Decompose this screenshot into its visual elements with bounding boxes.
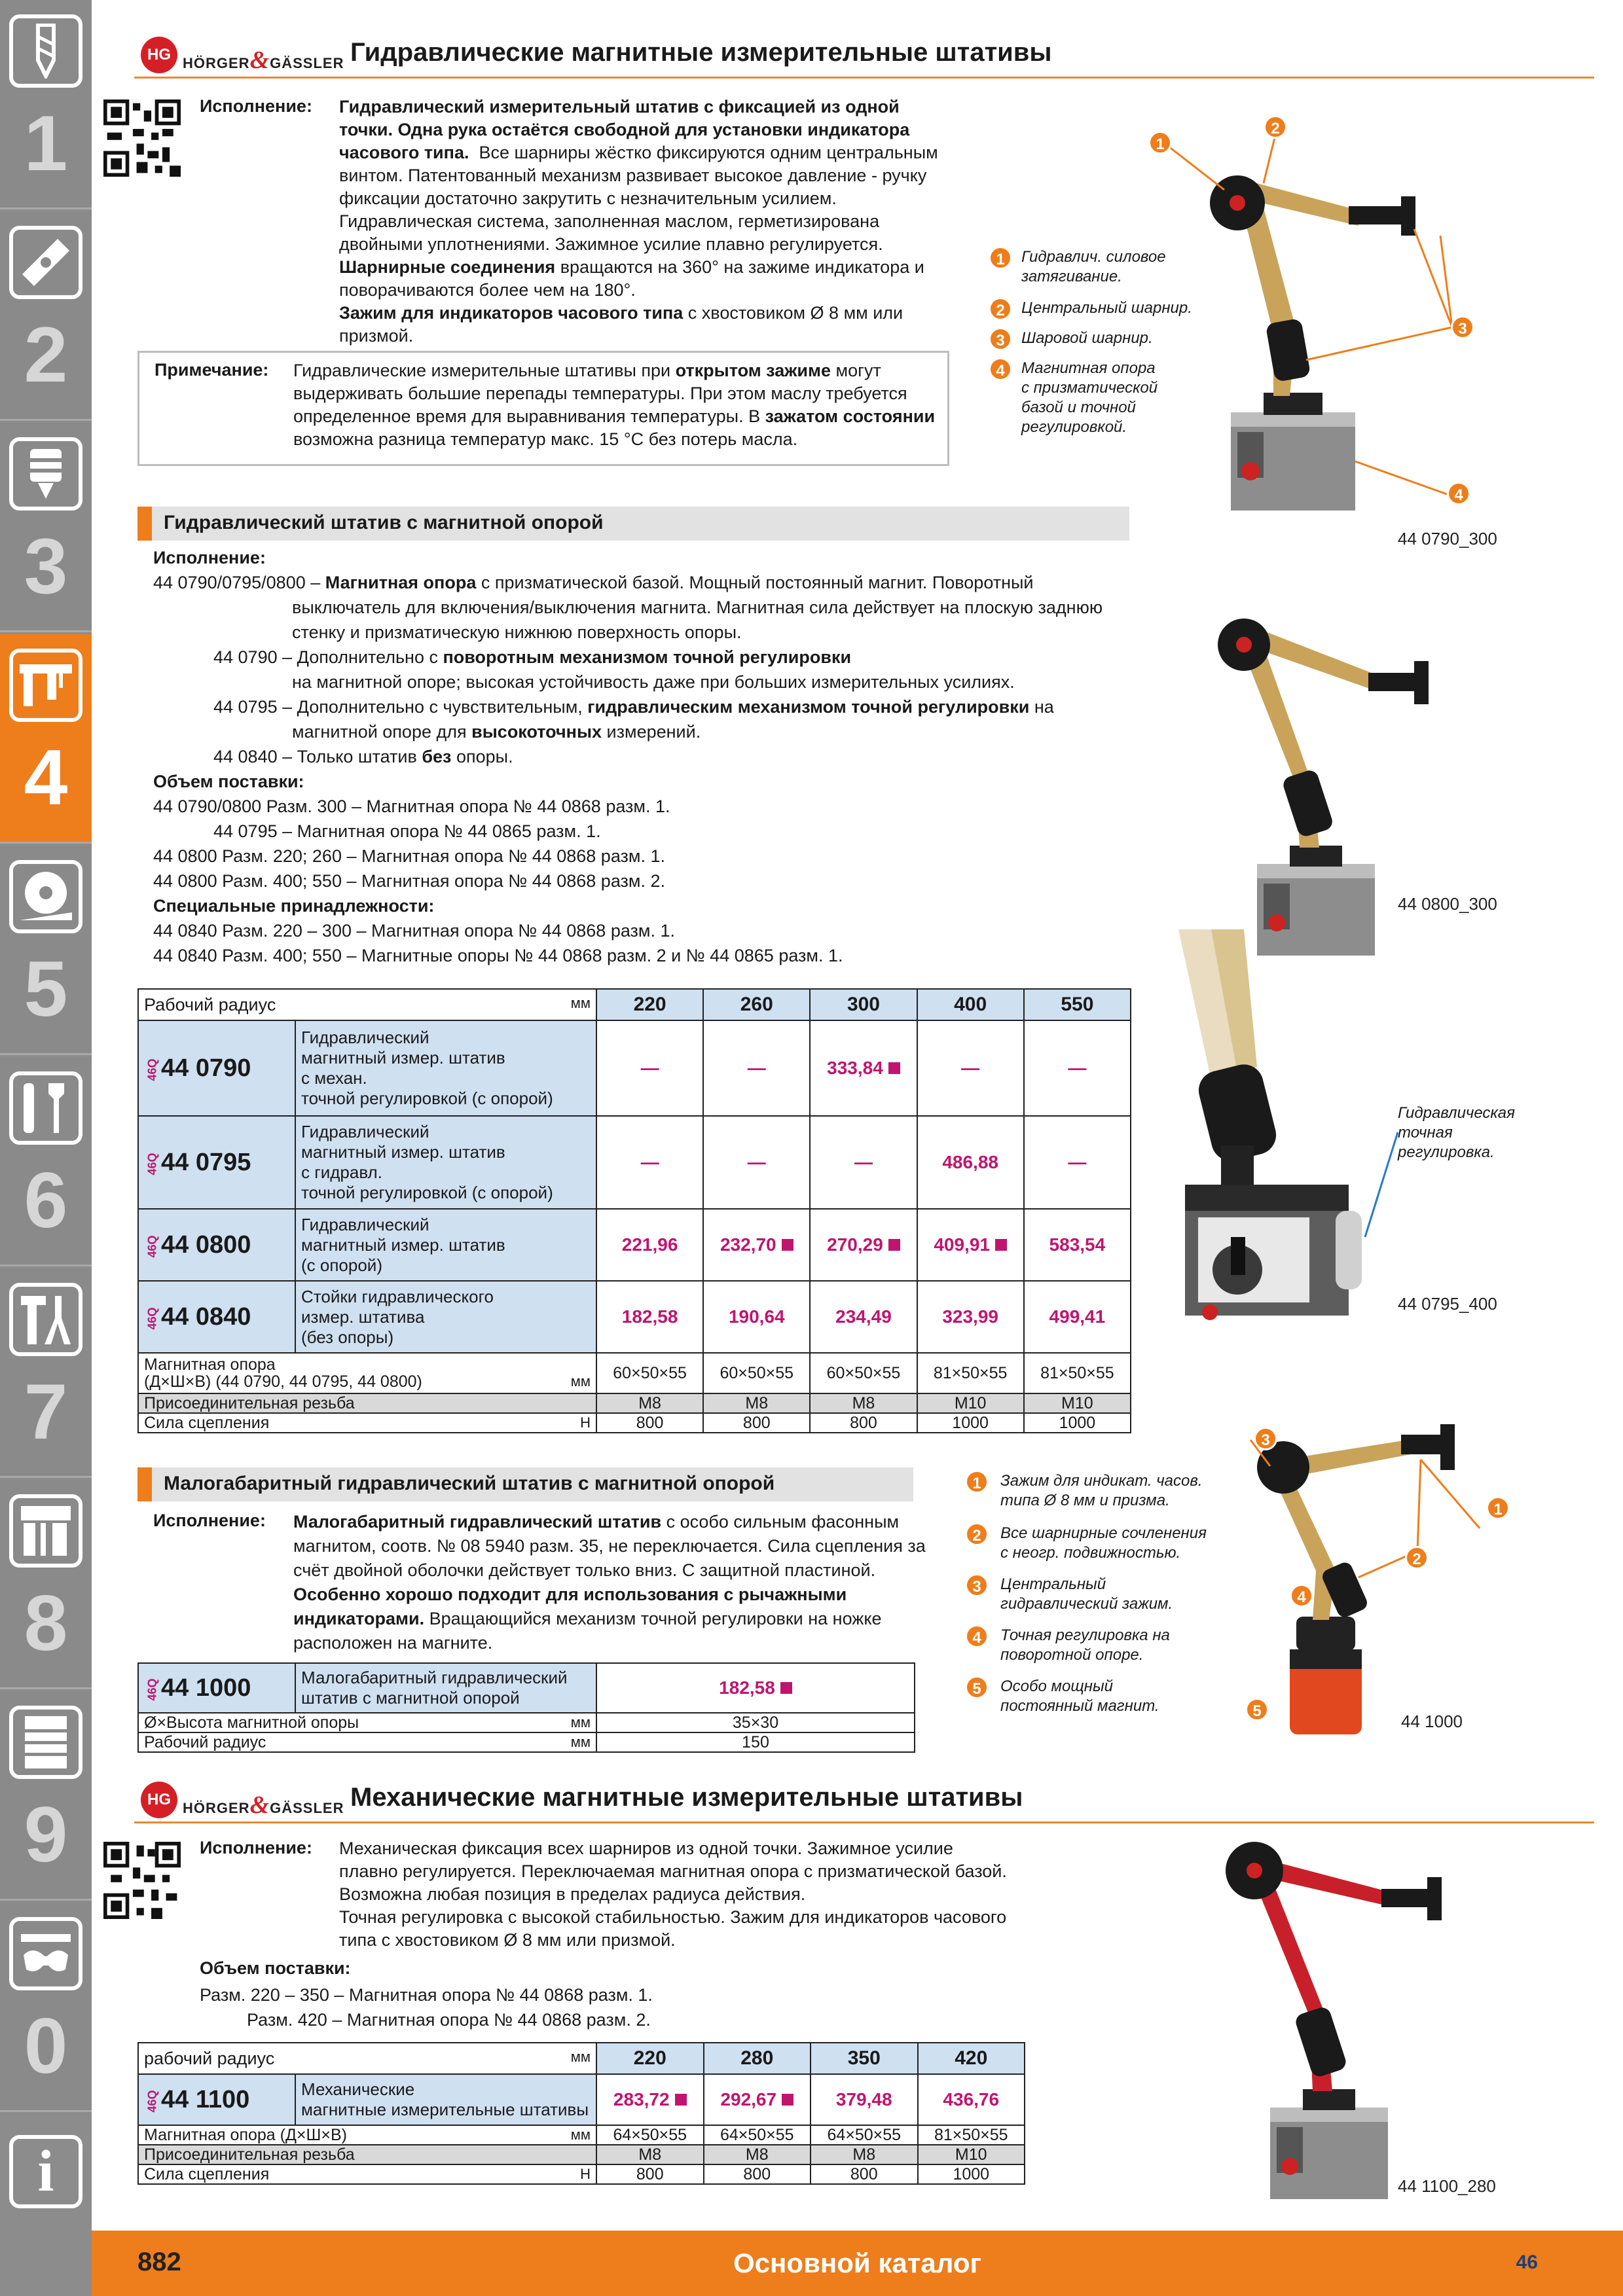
callout-badge: 5 [965, 1676, 989, 1699]
legend-item: Особо мощный постоянный магнит. [1000, 1677, 1159, 1715]
spec-row: Магнитная опора (Д×Ш×В) (44 0790, 44 0795, 44 0800) мм 60×50×55 60×50×55 60×50×55 81×50×55 81×50×55 [138, 1353, 1131, 1393]
section3-text: Малогабаритный гидравлический штатив с особо сильным фасонным магнитом, соотв. № 08 5940 разм. 35, не переключается. Сила сцепления за счёт двойной оболочки действует только вниз. С защитной пластиной. Особенно хорошо подходит для использования с рычажными индикаторами. Вращающийся механизм точной регулировки на ножке расположен на магните. [293, 1512, 926, 1653]
note-text: Гидравлические измерительные штативы при открытом зажиме могут выдерживать большие перепады температуры. При этом маслу требуется определенное время для выравнивания температуры. В зажатом состоянии возможна разница температур макс. 15 °C без потерь масла. [293, 361, 936, 449]
chapter-tab-7[interactable] [0, 1268, 92, 1478]
product-photo-441100 [1192, 1820, 1493, 2212]
chapter-tab-0[interactable] [0, 1903, 92, 2112]
product-photo-441000 [1231, 1420, 1519, 1761]
product-photo-440790 [1139, 105, 1506, 537]
legend-item: Точная регулировка на поворотной опоре. [1000, 1626, 1170, 1664]
spec-row: Присоединительная резьба M8 M8 M8 M10 M10 [138, 1393, 1131, 1413]
edition-number: 46 [1516, 2251, 1538, 2273]
chapter-tab-8[interactable] [0, 1480, 92, 1689]
section-header-hydraulic [134, 33, 1594, 79]
callout-badge: 3 [965, 1573, 989, 1597]
table-header-row: Рабочий радиус мм 220 260 300 400 550 [138, 989, 1131, 1020]
chapter-tab-2[interactable] [0, 211, 92, 421]
info-icon[interactable]: i [9, 2135, 82, 2208]
subsection-header: Малогабаритный гидравлический штатив с магнитной опорой [137, 1467, 913, 1501]
callout-badge: 1 [989, 246, 1012, 270]
in-stock-marker [995, 1239, 1007, 1251]
price-table-mechanical [137, 2042, 1025, 2185]
callout-badge: 3 [1254, 1427, 1277, 1450]
legend-item: Зажим для индикат. часов. типа Ø 8 мм и призма. [1000, 1472, 1203, 1509]
workshop-icon [9, 1494, 82, 1568]
spec-label: Исполнение: [200, 1838, 312, 1857]
callout-badge: 3 [1451, 315, 1474, 339]
photo-caption: 44 0795_400 [1398, 1294, 1497, 1314]
table-row[interactable]: 46Q44 0800 Гидравлический магнитный измер. штатив (с опорой) 221,96 232,70 270,29 409,91 583,54 [138, 1209, 1131, 1281]
table-row[interactable]: 46Q44 0840 Стойки гидравлического измер. штатива (без опоры) 182,58 190,64 234,49 323,99 499,41 [138, 1281, 1131, 1353]
chapter-number: 0 [24, 2002, 68, 2090]
in-stock-marker [888, 1239, 900, 1251]
qr-code-icon[interactable] [103, 99, 181, 177]
callout-badge: 4 [1290, 1584, 1313, 1607]
qr-code-icon[interactable] [103, 1842, 181, 1919]
brand-logo: HG HÖRGER&GÄSSLER [141, 1782, 337, 1818]
in-stock-marker [780, 1682, 792, 1694]
drill-bit-icon [9, 14, 82, 88]
insert-icon [9, 226, 82, 299]
chapter-number: 1 [24, 99, 68, 187]
spec-row: Сила сцепления Н 800 800 800 1000 1000 [138, 1413, 1131, 1433]
photo-caption: 44 0790_300 [1398, 529, 1497, 548]
legend-item: Все шарнирные сочленения с неогр. подвижностью. [1000, 1524, 1207, 1562]
chapter-number: 8 [24, 1579, 68, 1667]
subsection-header: Гидравлический штатив с магнитной опорой [137, 507, 1129, 541]
in-stock-marker [888, 1062, 900, 1074]
section4-text: Механическая фиксация всех шарниров из одной точки. Зажимное усилие плавно регулируется. Переключаемая магнитная опора с призматической базой. Возможна любая позиция в пределах радиуса действия. Точная регулировка с высокой стабильностью. Зажим для индикаторов часового типа с хвостовиком Ø 8 мм или призмой. [339, 1839, 1007, 1950]
safety-icon [9, 1917, 82, 1990]
supply-text: Разм. 220 – 350 – Магнитная опора № 44 0868 разм. 1. Разм. 420 – Магнитная опора № 44 0868 разм. 2. [200, 1985, 653, 2030]
fine-adjust-note: Гидравлическая точная регулировка. [1398, 1104, 1515, 1161]
callout-badge: 3 [989, 327, 1012, 351]
chapter-number: 4 [24, 734, 68, 821]
legend-item: Гидравлич. силовое затягивание. [1021, 248, 1166, 285]
chapter-tab-3[interactable] [0, 423, 92, 632]
caliper-icon [9, 649, 82, 722]
photo-caption: 44 1100_280 [1398, 2176, 1496, 2196]
section2-text: Исполнение: 44 0790/0795/0800 – Магнитная опора с призматической базой. Мощный постоянный магнит. Поворотный выключатель для включения/выключения магнита. Магнитная сила действует на плоскую заднюю стенку и призматическую нижнюю поверхность опоры. 44 0790 – Дополнительно с поворотным механизмом точной регулировки на магнитной опоре; высокая устойчивость даже при больших измерительных усилиях. 44 0795 – Дополнительно с чувствительным, гидравлическим механизмом точной регулировки на магнитной опоре для высокоточных измерений. 44 0840 – Только штатив без опоры. Объем поставки: 44 0790/0800 Разм. 300 – Магнитная опора № 44 0868 разм. 1. 44 0795 – Магнитная опора № 44 0865 разм. 1. 44 0800 Разм. 220; 260 – Магнитная опора № 44 0868 разм. 1. 44 0800 Разм. 400; 550 – Магнитная опора № 44 0868 разм. 2. Специальные принадлежности: 44 0840 Разм. 220 – 300 – Магнитная опора № 44 0868 разм. 1. 44 0840 Разм. 400; 550 – Магнитные опоры № 44 0868 разм. 2 и № 44 0865 разм. 1. [153, 548, 1103, 965]
chapter-sidebar [0, 0, 92, 2296]
in-stock-marker [782, 1239, 793, 1251]
spec-row: Сила сцепления Н 800 800 800 1000 [138, 2164, 1025, 2184]
callout-badge: 2 [1405, 1546, 1429, 1570]
page-footer [92, 2231, 1623, 2296]
callout-badge: 5 [1245, 1698, 1269, 1721]
pliers-icon [9, 1283, 82, 1356]
chapter-tab-5[interactable] [0, 846, 92, 1055]
section-title: Гидравлические магнитные измерительные штативы [350, 38, 1052, 67]
chapter-tab-9[interactable] [0, 1691, 92, 1901]
supply-label: Объем поставки: [200, 1958, 351, 1978]
photo-caption: 44 1000 [1401, 1712, 1463, 1731]
callout-badge: 4 [965, 1624, 989, 1648]
spec-row: Ø×Высота магнитной опоры мм 35×30 [138, 1713, 915, 1732]
section-title: Механические магнитные измерительные штативы [350, 1783, 1023, 1812]
chapter-number: 7 [24, 1368, 68, 1456]
chapter-tab-1[interactable] [0, 0, 92, 209]
callout-badge: 4 [989, 357, 1012, 381]
chapter-number: 3 [24, 522, 68, 610]
wrench-icon [9, 1071, 82, 1145]
chapter-number: 6 [24, 1157, 68, 1244]
catalog-title: Основной каталог [733, 2248, 981, 2278]
legend-item: Магнитная опора с призматической базой и точной регулировкой. [1021, 359, 1158, 436]
table-header-row: рабочий радиус мм 220 280 350 420 [138, 2043, 1025, 2074]
table-row[interactable]: 46Q44 0790 Гидравлический магнитный измер. штатив с механ. точной регулировкой (с опорой) — — 333,84 — — [138, 1020, 1131, 1116]
table-row[interactable]: 46Q44 1000 Малогабаритный гидравлический штатив с магнитной опорой 182,58 [138, 1663, 915, 1713]
legend-item: Центральный шарнир. [1021, 299, 1192, 317]
legend-item: Центральный гидравлический зажим. [1000, 1575, 1173, 1613]
table-row[interactable]: 46Q44 0795 Гидравлический магнитный измер. штатив с гидравл. точной регулировкой (с опорой) — — — 486,88 — [138, 1116, 1131, 1209]
callout-badge: 1 [1148, 131, 1172, 154]
callout-badge: 2 [965, 1522, 989, 1546]
spec-label: Исполнение: [200, 96, 312, 116]
spec-row: Магнитная опора (Д×Ш×В) мм 64×50×55 64×50×55 64×50×55 81×50×55 [138, 2125, 1025, 2145]
chapter-tab-6[interactable] [0, 1057, 92, 1266]
grinding-disc-icon [9, 860, 82, 933]
spec-text: Гидравлический измерительный штатив с фиксацией из одной точки. Одна рука остаётся свободной для установки индикатора часового типа. Все шарниры жёстко фиксируются одним центральным винтом. Патентованный механизм развивает высокое давление - ручку фиксации достаточно закрутить с незначительным усилием. Гидравлическая система, заполненная маслом, герметизирована двойными уплотнениями. Зажимное усилие плавно регулируется. Шарнирные соединения вращаются на 360° на зажиме индикатора и поворачиваются более чем на 180°. Зажим для индикаторов часового типа с хвостовиком Ø 8 мм или призмой. [339, 97, 938, 346]
in-stock-marker [675, 2094, 687, 2106]
callout-badge: 1 [965, 1470, 989, 1494]
chapter-tab-4[interactable] [0, 634, 92, 844]
note-label: Примечание: [155, 360, 269, 380]
chapter-number: 2 [24, 311, 68, 399]
chapter-number: 9 [24, 1791, 68, 1878]
callout-badge: 4 [1447, 482, 1470, 505]
in-stock-marker [782, 2094, 793, 2106]
spec-label: Исполнение: [153, 1511, 266, 1530]
callout-badge: 1 [1486, 1496, 1510, 1520]
page-number: 882 [137, 2248, 181, 2276]
legend-item: Шаровой шарнир. [1021, 329, 1153, 347]
chuck-icon [9, 437, 82, 511]
price-table-hydraulic [137, 988, 1131, 1433]
chapter-number: 5 [24, 945, 68, 1033]
callout-badge: 2 [1264, 115, 1287, 139]
section-header-mechanical [134, 1778, 1594, 1823]
tool-cabinet-icon [9, 1706, 82, 1779]
callout-badge: 2 [989, 297, 1012, 321]
table-row[interactable]: 46Q44 1100 Механические магнитные измерительные штативы 283,72 292,67 379,48 436,76 [138, 2074, 1025, 2125]
spec-row: Рабочий радиус мм 150 [138, 1732, 915, 1752]
photo-caption: 44 0800_300 [1398, 894, 1497, 914]
spec-row: Присоединительная резьба M8 M8 M8 M10 [138, 2145, 1025, 2164]
brand-logo: HG HÖRGER&GÄSSLER [141, 37, 337, 73]
price-table-compact [137, 1662, 915, 1753]
